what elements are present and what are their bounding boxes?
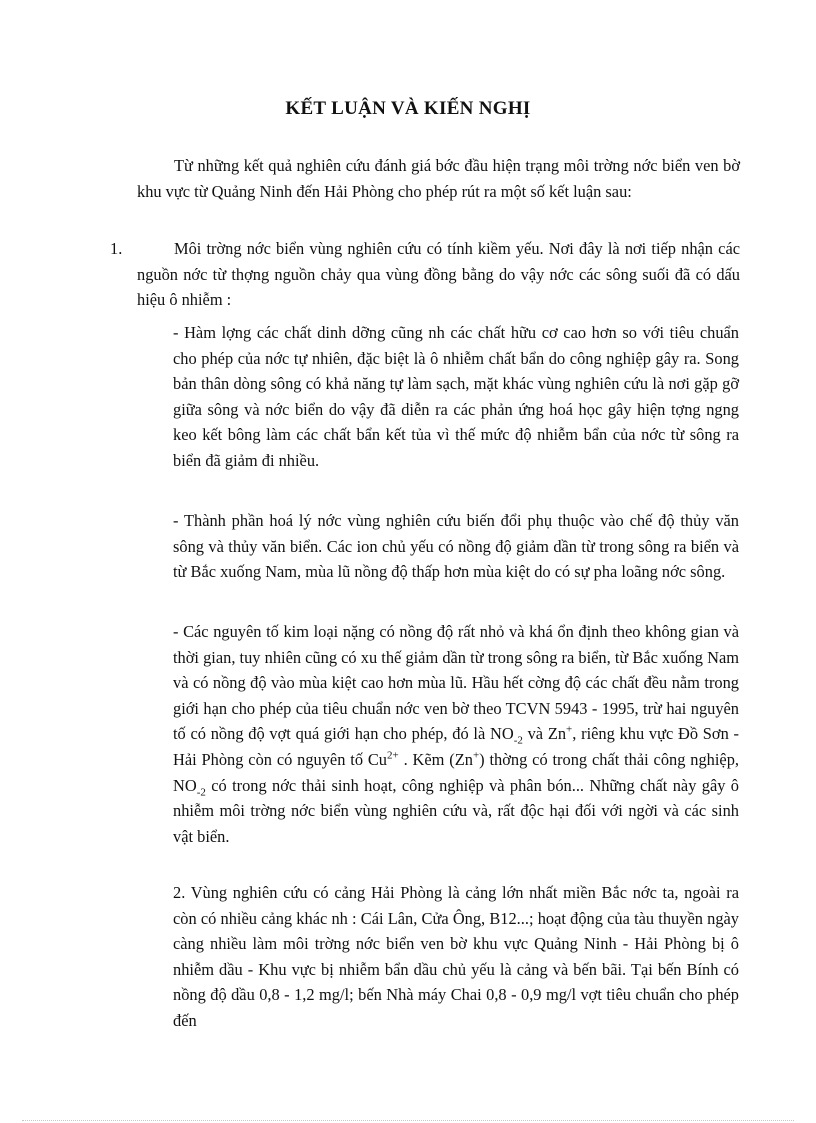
item-1-number: 1. — [110, 239, 123, 258]
heavy-metals-text-3: , riêng khu vực Đồ Sơn - Hải Phòng còn có nguyên tố Cu — [173, 724, 739, 769]
item-1-paragraph: Môi trờng nớc biển vùng nghiên cứu có tính kiềm yếu. Nơi đây là nơi tiếp nhận các nguồn nớc từ thợng nguồn chảy qua vùng đồng bằng do vậy nớc các sông suối đã có dấu hiệu ô nhiễm : — [137, 239, 740, 310]
item-2-paragraph: 2. Vùng nghiên cứu có cảng Hải Phòng là cảng lớn nhất miền Bắc nớc ta, ngoài ra còn có nhiều cảng khác nh : Cái Lân, Cửa Ông, B12...; hoạt động của tàu thuyền ngày càng nhiều làm môi trờng nớc biển ven bờ khu vực Quảng Ninh - Hải Phòng bị ô nhiễm dầu - Khu vực bị nhiễm bẩn dầu chủ yếu là cảng và bến bãi. Tại bến Bính có nồng độ dầu 0,8 - 1,2 mg/l; bến Nhà máy Chai 0,8 - 0,9 mg/l vợt tiêu chuẩn cho phép đến — [173, 883, 739, 1030]
heavy-metals-text-4: . Kẽm (Zn — [398, 749, 473, 769]
page-bottom-divider — [22, 1120, 794, 1121]
cu-superscript: 2+ — [387, 749, 399, 762]
intro-paragraph: Từ những kết quả nghiên cứu đánh giá bớc đầu hiện trạng môi trờng nớc biển ven bờ khu vực từ Quảng Ninh đến Hải Phòng cho phép rút ra một số kết luận sau: — [137, 156, 740, 201]
heavy-metals-text-1: - Các nguyên tố kim loại nặng có nồng độ rất nhỏ và khá ổn định theo không gian và thời gian, tuy nhiên cũng có xu thế giảm dần từ trong sông ra biển, từ Bắc xuống Nam và có nồng độ vào mùa kiệt cao hơn mùa lũ. Hầu hết cờng độ các chất đều nằm trong giới hạn cho phép của tiêu chuẩn nớc ven bờ theo TCVN 5943 - 1995, trừ hai nguyên tố có nồng độ vợt quá giới hạn cho phép, đó là NO — [173, 622, 739, 744]
no2-subscript: -2 — [513, 734, 523, 747]
sub-paragraph-hydrochemistry: - Thành phần hoá lý nớc vùng nghiên cứu biến đổi phụ thuộc vào chế độ thủy văn sông và thủy văn biển. Các ion chủ yếu có nồng độ giảm dần từ trong sông ra biển và từ Bắc xuống Nam, mùa lũ nồng độ thấp hơn mùa kiệt do có sự pha loãng nớc sông. — [173, 511, 739, 582]
heavy-metals-text-2: và Zn — [522, 724, 567, 744]
heavy-metals-text-5: ) thờng có trong chất thải công nghiệp, NO — [173, 749, 739, 795]
page-title: KẾT LUẬN VÀ KIẾN NGHỊ — [285, 98, 531, 119]
sub-paragraph-nutrients: - Hàm lợng các chất dinh dỡng cũng nh các chất hữu cơ cao hơn so với tiêu chuẩn cho phép của nớc tự nhiên, đặc biệt là ô nhiễm chất bẩn do công nghiệp gây ra. Song bản thân dòng sông có khả năng tự làm sạch, mặt khác vùng nghiên cứu là nơi gặp gỡ giữa sông và nớc biển do vậy đã diễn ra các phản ứng hoá học gây hiện tợng ngng keo kết bông làm các chất bẩn kết tủa vì thế mức độ nhiễm bẩn của nớc từ sông ra biển đã giảm đi nhiều. — [173, 323, 739, 470]
sub-paragraph-heavy-metals — [173, 619, 739, 849]
zn-superscript: + — [566, 723, 573, 736]
zn-superscript-2: + — [472, 749, 480, 762]
heavy-metals-text-6: có trong nớc thải sinh hoạt, công nghiệp và phân bón... Những chất này gây ô nhiễm môi trờng nớc biển vùng nghiên cứu và, rất độc hại đối với ngời và các sinh vật biển. — [173, 775, 739, 846]
no2-subscript-2: -2 — [196, 785, 206, 798]
